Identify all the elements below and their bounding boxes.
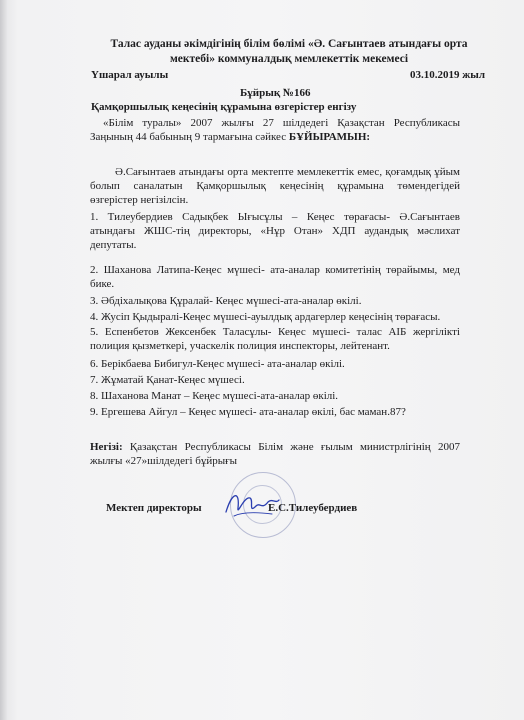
header-line-2: мектебі» коммуналдық мемлекеттік мекемесі bbox=[169, 53, 409, 65]
member-1-line-1: 1. Тилеубердиев Садықбек Ығысұлы – Кеңес төрағасы- Ә.Сағынтаев bbox=[90, 211, 460, 223]
member-2-line-1: 2. Шаханова Латипа-Кеңес мүшесі- ата-аналар комитетінің төрайымы, мед bbox=[90, 264, 460, 276]
member-5-line-1: 5. Еспенбетов Жексенбек Таласұлы- Кеңес мүшесі- талас АІБ жергілікті bbox=[90, 326, 460, 338]
document-header bbox=[103, 37, 475, 67]
member-3: 3. Әбдіхалықова Құралай- Кеңес мүшесі-ата-аналар өкілі. bbox=[90, 295, 362, 307]
decision-line-3: өзгерістер негізілсін. bbox=[90, 194, 189, 206]
member-1-line-3: депутаты. bbox=[90, 239, 137, 251]
decision-line-1: Ә.Сағынтаев атындағы орта мектепте мемлекеттік емес, қоғамдық ұйым bbox=[115, 166, 460, 178]
director-name: Е.С.Тилеубердиев bbox=[268, 502, 358, 514]
decision-line-2: болып саналатын Қамқоршылық кеңесінің құрамына төмендегідей bbox=[90, 180, 460, 192]
member-7: 7. Жұматай Қанат-Кеңес мүшесі. bbox=[90, 374, 245, 386]
member-6: 6. Берікбаева Бибигул-Кеңес мүшесі- ата-аналар өкілі. bbox=[90, 358, 345, 370]
order-date: 03.10.2019 жыл bbox=[410, 69, 485, 81]
basis-label: Негізі: bbox=[90, 441, 123, 453]
member-1-line-2: атындағы ЖШС-тің директоры, «Нұр Отан» ХДП аудандық мәслихат bbox=[90, 225, 460, 237]
basis-text: Қазақстан Республикасы Білім және ғылым министрлігінің 2007 bbox=[122, 441, 460, 453]
preamble-line-2-text: Заңының 44 бабының 9 тармағына сәйкес bbox=[90, 131, 289, 143]
member-5-line-2: полиция қызметкері, учаскелік полиция инспекторы, лейтенант. bbox=[90, 340, 390, 352]
order-subject: Қамқоршылық кеңесінің құрамына өзгерістер енгізу bbox=[91, 101, 357, 113]
preamble-line-1: «Білім туралы» 2007 жылғы 27 шілдедегі Қазақстан Республикасы bbox=[103, 117, 460, 129]
member-4: 4. Жусіп Қыдыралі-Кеңес мүшесі-ауылдық ардагерлер кеңесінің төрағасы. bbox=[90, 311, 441, 323]
member-9: 9. Ергешева Айгул – Кеңес мүшесі- ата-аналар өкілі, бас маман.87? bbox=[90, 406, 406, 418]
page-edge-shadow bbox=[0, 0, 7, 720]
order-verb: БҰЙЫРАМЫН: bbox=[288, 131, 371, 143]
basis-line-1 bbox=[90, 440, 460, 454]
preamble-line-2 bbox=[90, 130, 370, 144]
header-line-1: Талас ауданы әкімдігінің білім бөлімі «Ә. Сағынтаев атындағы орта bbox=[110, 38, 468, 50]
basis-line-2: жылғы «27»шілдедегі бұйрығы bbox=[90, 455, 238, 467]
order-number: Бұйрық №166 bbox=[240, 87, 311, 99]
village-name: Үшарал ауылы bbox=[91, 69, 169, 81]
member-2-line-2: бике. bbox=[90, 278, 115, 290]
member-8: 8. Шаханова Манат – Кеңес мүшесі-ата-аналар өкілі. bbox=[90, 390, 339, 402]
director-title: Мектеп директоры bbox=[106, 502, 202, 514]
